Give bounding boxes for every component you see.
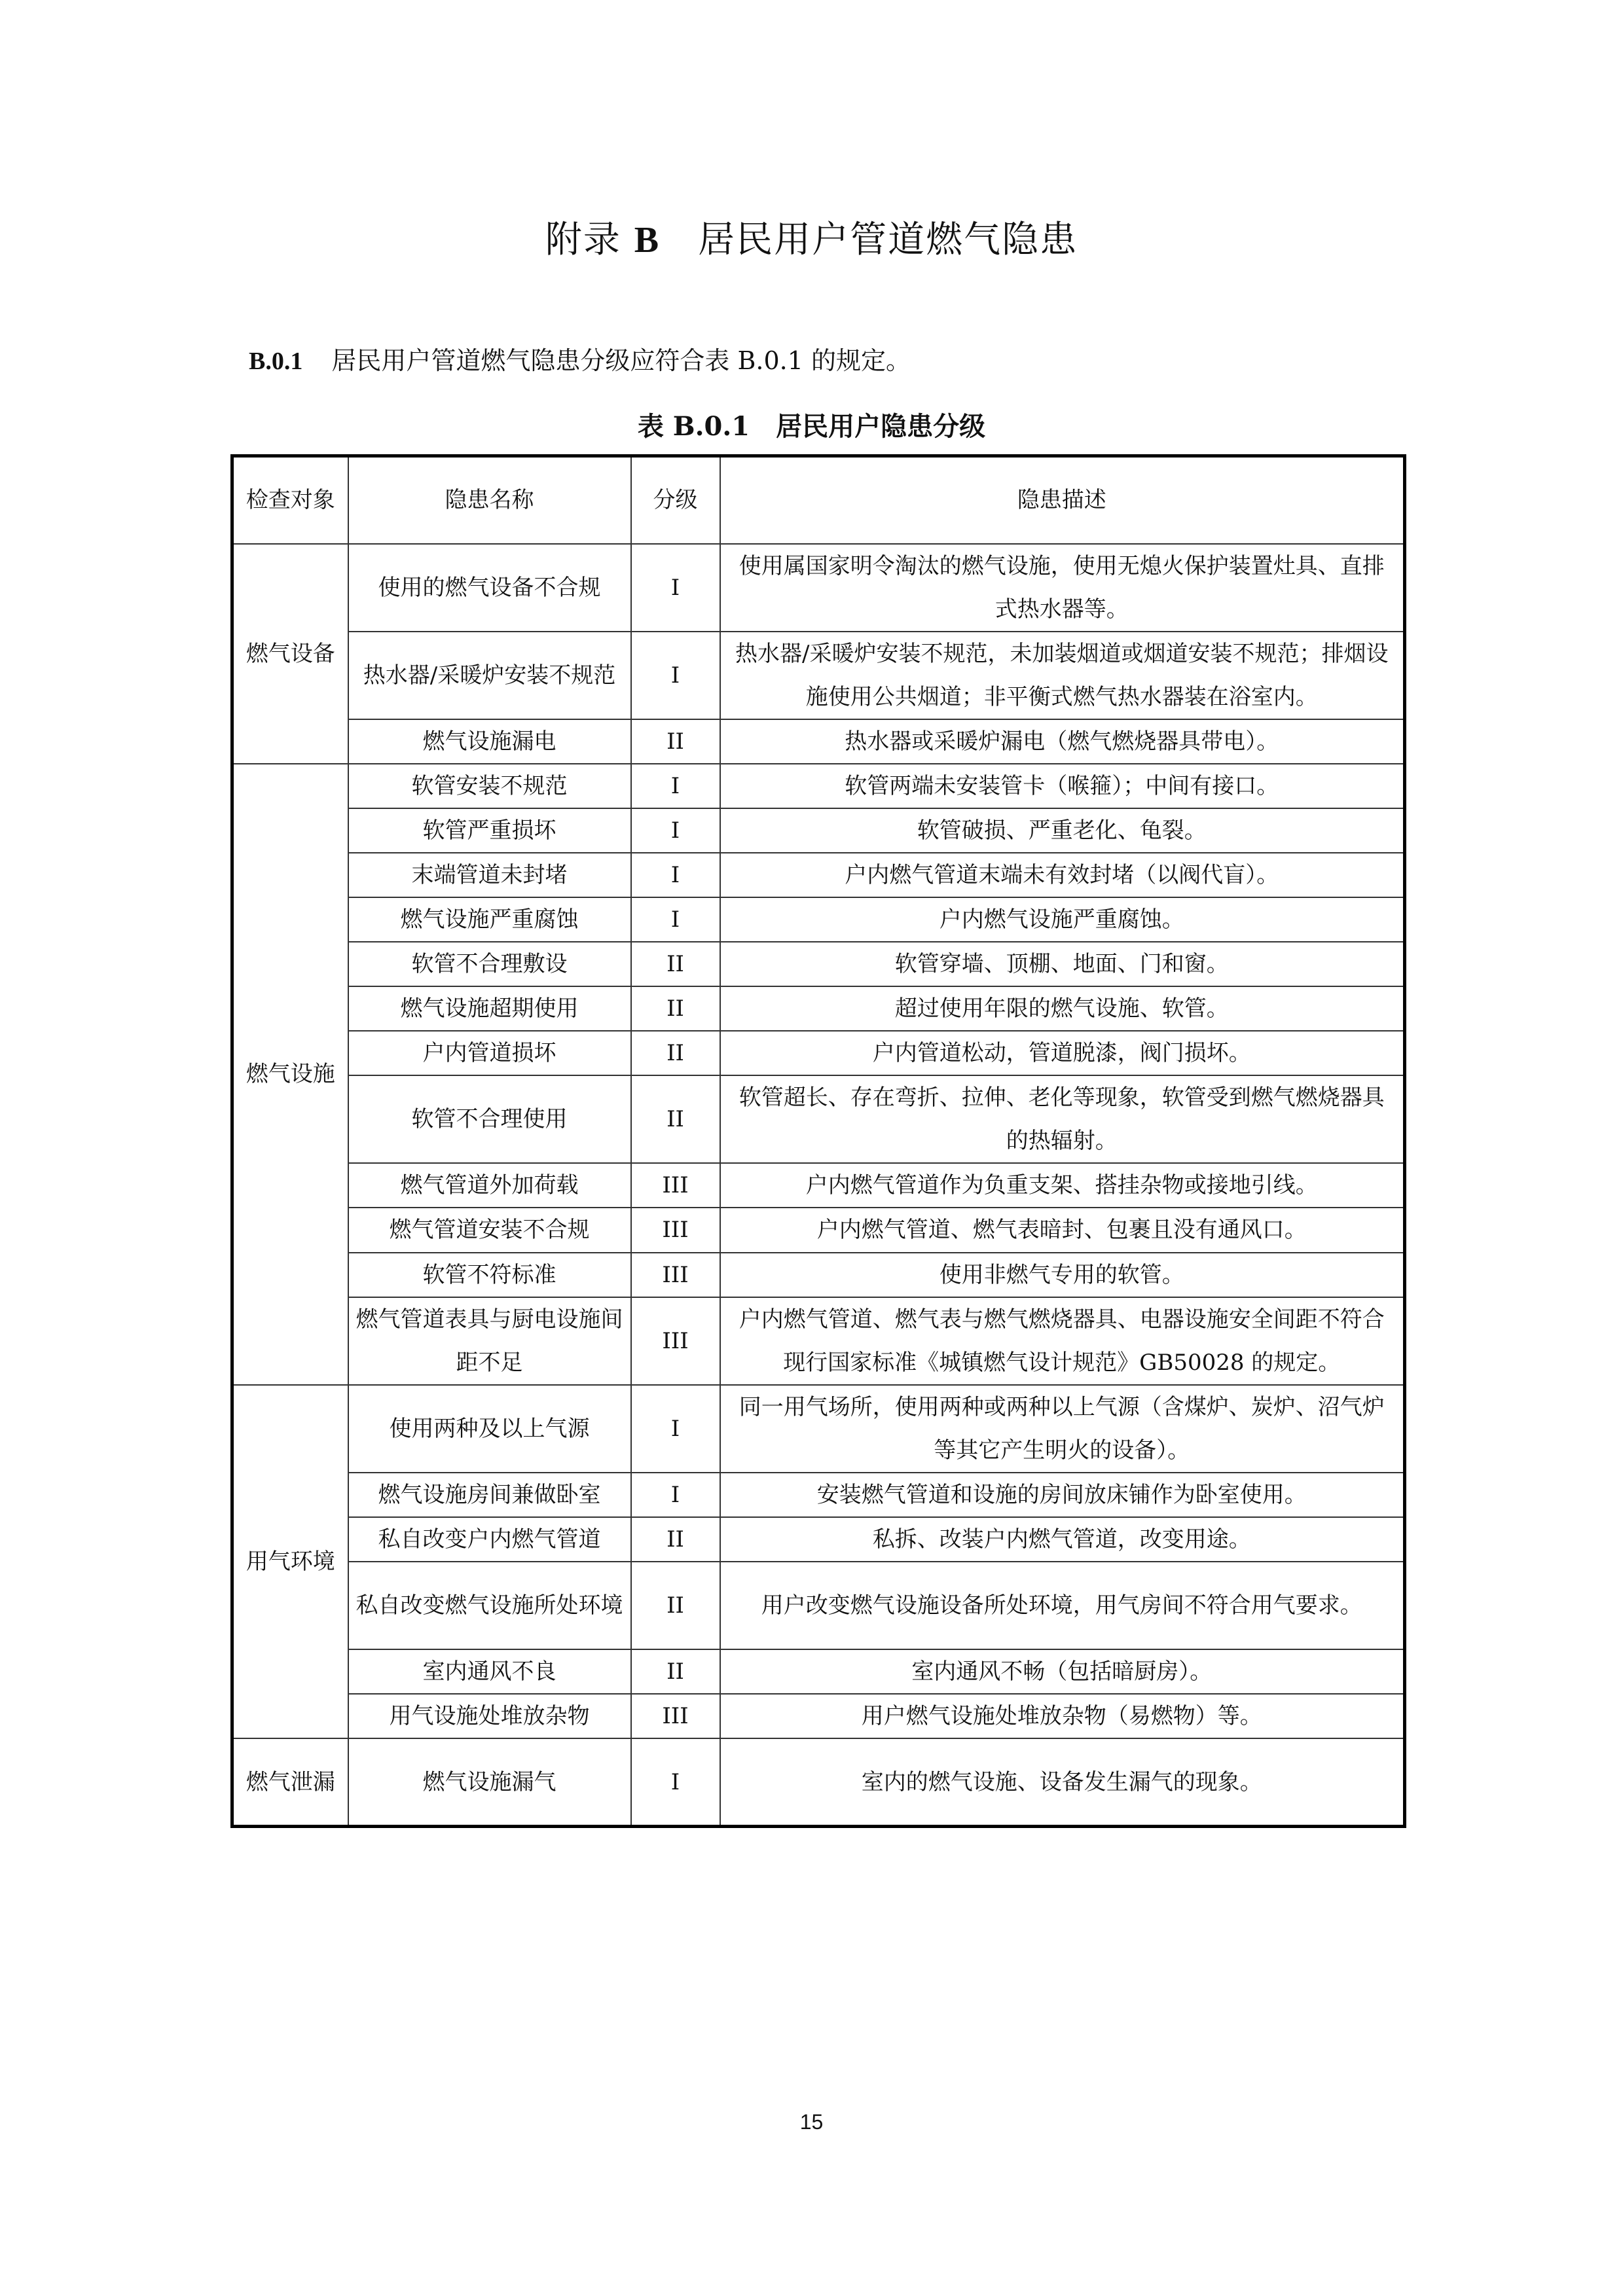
grade-cell: II bbox=[631, 1517, 720, 1562]
header-hazard-name: 隐患名称 bbox=[348, 456, 631, 544]
hazard-name-cell: 私自改变户内燃气管道 bbox=[348, 1517, 631, 1562]
hazard-name-cell: 软管不合理使用 bbox=[348, 1075, 631, 1163]
description-cell: 用户燃气设施处堆放杂物（易燃物）等。 bbox=[720, 1694, 1405, 1738]
hazard-name-cell: 热水器/采暖炉安装不规范 bbox=[348, 632, 631, 719]
description-cell: 室内的燃气设施、设备发生漏气的现象。 bbox=[720, 1738, 1405, 1826]
hazard-name-cell: 燃气管道安装不合规 bbox=[348, 1208, 631, 1252]
hazard-classification-table bbox=[230, 454, 1406, 1828]
appendix-heading bbox=[0, 211, 1623, 263]
page-number: 15 bbox=[799, 2110, 824, 2134]
hazard-name-cell: 燃气管道外加荷载 bbox=[348, 1163, 631, 1208]
category-cell: 燃气设备 bbox=[232, 544, 348, 764]
hazard-name-cell: 软管不符标准 bbox=[348, 1253, 631, 1297]
header-grade: 分级 bbox=[631, 456, 720, 544]
grade-cell: I bbox=[631, 632, 720, 719]
clause-paragraph bbox=[249, 340, 911, 376]
grade-cell: III bbox=[631, 1253, 720, 1297]
table-row bbox=[232, 853, 1405, 897]
grade-cell: I bbox=[631, 1473, 720, 1517]
grade-cell: II bbox=[631, 942, 720, 986]
table-row bbox=[232, 1649, 1405, 1694]
table-row bbox=[232, 1562, 1405, 1649]
table-row bbox=[232, 1297, 1405, 1385]
grade-cell: I bbox=[631, 1385, 720, 1473]
description-cell: 户内燃气管道、燃气表暗封、包裹且没有通风口。 bbox=[720, 1208, 1405, 1252]
table-row bbox=[232, 1517, 1405, 1562]
description-cell: 使用属国家明令淘汰的燃气设施，使用无熄火保护装置灶具、直排式热水器等。 bbox=[720, 544, 1405, 632]
hazard-name-cell: 私自改变燃气设施所处环境 bbox=[348, 1562, 631, 1649]
header-description: 隐患描述 bbox=[720, 456, 1405, 544]
hazard-name-cell: 燃气设施漏电 bbox=[348, 719, 631, 764]
grade-cell: II bbox=[631, 986, 720, 1031]
table-row bbox=[232, 897, 1405, 942]
description-cell: 室内通风不畅（包括暗厨房）。 bbox=[720, 1649, 1405, 1694]
description-cell: 户内管道松动，管道脱漆，阀门损坏。 bbox=[720, 1031, 1405, 1075]
hazard-name-cell: 软管安装不规范 bbox=[348, 764, 631, 808]
table-row bbox=[232, 1075, 1405, 1163]
table-row bbox=[232, 632, 1405, 719]
description-cell: 户内燃气设施严重腐蚀。 bbox=[720, 897, 1405, 942]
category-cell: 燃气设施 bbox=[232, 764, 348, 1385]
description-cell: 私拆、改装户内燃气管道，改变用途。 bbox=[720, 1517, 1405, 1562]
description-cell: 户内燃气管道作为负重支架、搭挂杂物或接地引线。 bbox=[720, 1163, 1405, 1208]
description-cell: 户内燃气管道末端未有效封堵（以阀代盲）。 bbox=[720, 853, 1405, 897]
clause-number: B.0.1 bbox=[249, 348, 303, 375]
grade-cell: I bbox=[631, 1738, 720, 1826]
hazard-name-cell: 用气设施处堆放杂物 bbox=[348, 1694, 631, 1738]
hazard-name-cell: 燃气设施漏气 bbox=[348, 1738, 631, 1826]
grade-cell: I bbox=[631, 808, 720, 853]
grade-cell: II bbox=[631, 1562, 720, 1649]
description-cell: 热水器/采暖炉安装不规范，未加装烟道或烟道安装不规范；排烟设施使用公共烟道；非平衡式燃气热水器装在浴室内。 bbox=[720, 632, 1405, 719]
grade-cell: I bbox=[631, 897, 720, 942]
grade-cell: II bbox=[631, 1649, 720, 1694]
grade-cell: III bbox=[631, 1163, 720, 1208]
table-row bbox=[232, 808, 1405, 853]
grade-cell: III bbox=[631, 1297, 720, 1385]
description-cell: 软管穿墙、顶棚、地面、门和窗。 bbox=[720, 942, 1405, 986]
header-category: 检查对象 bbox=[232, 456, 348, 544]
table-row bbox=[232, 942, 1405, 986]
description-cell: 软管超长、存在弯折、拉伸、老化等现象，软管受到燃气燃烧器具的热辐射。 bbox=[720, 1075, 1405, 1163]
table-row bbox=[232, 1253, 1405, 1297]
appendix-code: B bbox=[634, 220, 661, 260]
category-cell: 用气环境 bbox=[232, 1385, 348, 1739]
table-body bbox=[232, 544, 1405, 1827]
description-cell: 使用非燃气专用的软管。 bbox=[720, 1253, 1405, 1297]
hazard-name-cell: 使用的燃气设备不合规 bbox=[348, 544, 631, 632]
description-cell: 同一用气场所，使用两种或两种以上气源（含煤炉、炭炉、沼气炉等其它产生明火的设备）。 bbox=[720, 1385, 1405, 1473]
hazard-name-cell: 燃气设施严重腐蚀 bbox=[348, 897, 631, 942]
table-row bbox=[232, 1163, 1405, 1208]
grade-cell: I bbox=[631, 764, 720, 808]
grade-cell: II bbox=[631, 1031, 720, 1075]
table-row bbox=[232, 1031, 1405, 1075]
appendix-title: 居民用户管道燃气隐患 bbox=[698, 219, 1078, 261]
table-row bbox=[232, 1694, 1405, 1738]
clause-text: 居民用户管道燃气隐患分级应符合表 B.0.1 的规定。 bbox=[331, 346, 911, 375]
table-row bbox=[232, 1473, 1405, 1517]
table-row bbox=[232, 1738, 1405, 1826]
grade-cell: I bbox=[631, 544, 720, 632]
hazard-name-cell: 燃气设施超期使用 bbox=[348, 986, 631, 1031]
table-row bbox=[232, 719, 1405, 764]
grade-cell: III bbox=[631, 1694, 720, 1738]
grade-cell: II bbox=[631, 719, 720, 764]
appendix-prefix: 附录 bbox=[545, 219, 621, 261]
table-row bbox=[232, 764, 1405, 808]
hazard-name-cell: 燃气设施房间兼做卧室 bbox=[348, 1473, 631, 1517]
hazard-name-cell: 燃气管道表具与厨电设施间距不足 bbox=[348, 1297, 631, 1385]
table-row bbox=[232, 986, 1405, 1031]
table-header-row bbox=[232, 456, 1405, 544]
hazard-name-cell: 使用两种及以上气源 bbox=[348, 1385, 631, 1473]
grade-cell: I bbox=[631, 853, 720, 897]
hazard-name-cell: 软管严重损坏 bbox=[348, 808, 631, 853]
description-cell: 超过使用年限的燃气设施、软管。 bbox=[720, 986, 1405, 1031]
table-caption: 表 B.0.1 居民用户隐患分级 bbox=[637, 411, 986, 442]
table-row bbox=[232, 1208, 1405, 1252]
hazard-name-cell: 末端管道未封堵 bbox=[348, 853, 631, 897]
table-row bbox=[232, 544, 1405, 632]
table-row bbox=[232, 1385, 1405, 1473]
hazard-name-cell: 软管不合理敷设 bbox=[348, 942, 631, 986]
hazard-name-cell: 户内管道损坏 bbox=[348, 1031, 631, 1075]
description-cell: 软管两端未安装管卡（喉箍）；中间有接口。 bbox=[720, 764, 1405, 808]
grade-cell: III bbox=[631, 1208, 720, 1252]
description-cell: 户内燃气管道、燃气表与燃气燃烧器具、电器设施安全间距不符合现行国家标准《城镇燃气设计规范》GB50028 的规定。 bbox=[720, 1297, 1405, 1385]
description-cell: 软管破损、严重老化、龟裂。 bbox=[720, 808, 1405, 853]
description-cell: 安装燃气管道和设施的房间放床铺作为卧室使用。 bbox=[720, 1473, 1405, 1517]
category-cell: 燃气泄漏 bbox=[232, 1738, 348, 1826]
hazard-name-cell: 室内通风不良 bbox=[348, 1649, 631, 1694]
description-cell: 热水器或采暖炉漏电（燃气燃烧器具带电）。 bbox=[720, 719, 1405, 764]
grade-cell: II bbox=[631, 1075, 720, 1163]
description-cell: 用户改变燃气设施设备所处环境，用气房间不符合用气要求。 bbox=[720, 1562, 1405, 1649]
